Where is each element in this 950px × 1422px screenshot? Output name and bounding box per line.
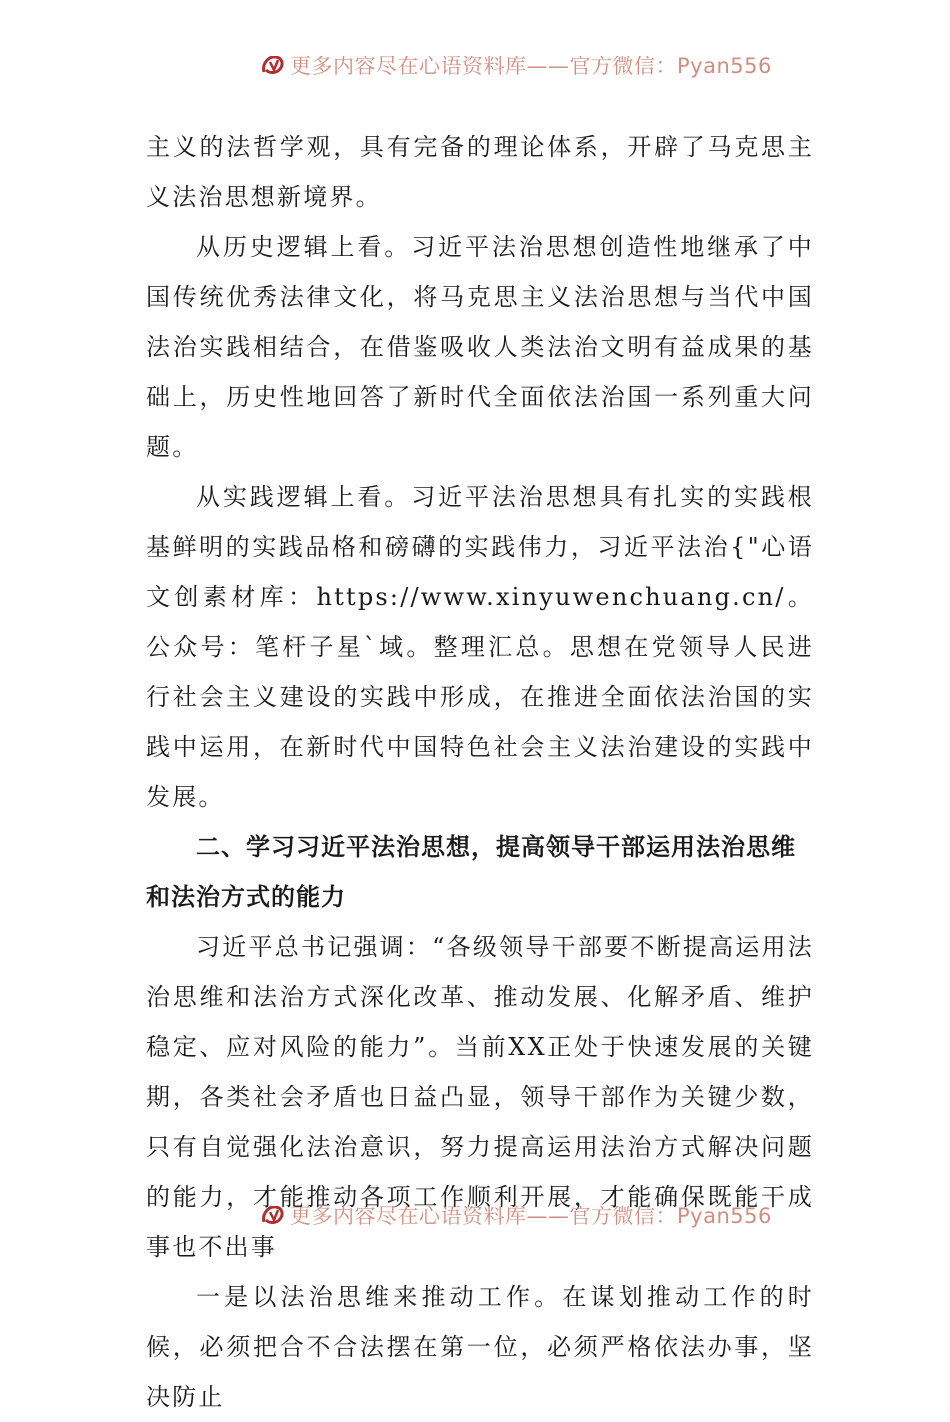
logo-icon <box>260 1206 286 1228</box>
paragraph-practice: 从实践逻辑上看。习近平法治思想具有扎实的实践根基鲜明的实践品格和磅礴的实践伟力，习近平法治{"心语文创素材库：https://www.xinyuwenchuang.cn/。公众号：笔杆子星`域。整理汇总。思想在党领导人民进行社会主义建设的实践中形成，在推进全面依法治国的实践中运用，在新时代中国特色社会主义法治建设的实践中发展。 <box>146 483 814 811</box>
paragraph-quote: 习近平总书记强调：“各级领导干部要不断提高运用法治思维和法治方式深化改革、推动发展、化解矛盾、维护稳定、应对风险的能力”。当前XX正处于快速发展的关键期，各类社会矛盾也日益凸显，领导干部作为关键少数，只有自觉强化法治意识，努力提高运用法治方式解决问题的能力，才能推动各项工作顺利开展，才能确保既能干成事也不出事 <box>146 933 814 1261</box>
logo-icon <box>260 56 286 78</box>
watermark-text: 更多内容尽在心语资料库——官方微信：Pyan556 <box>290 1206 772 1228</box>
footer-watermark <box>0 1206 950 1236</box>
section-heading: 二、学习习近平法治思想，提高领导干部运用法治思维和法治方式的能力 <box>146 833 796 911</box>
watermark-text: 更多内容尽在心语资料库——官方微信：Pyan556 <box>290 56 772 78</box>
header-watermark <box>0 56 950 86</box>
paragraph-point-one: 一是以法治思维来推动工作。在谋划推动工作的时候，必须把合不合法摆在第一位，必须严格依法办事，坚决防止 <box>146 1283 814 1411</box>
paragraph-history: 从历史逻辑上看。习近平法治思想创造性地继承了中国传统优秀法律文化，将马克思主义法治思想与当代中国法治实践相结合，在借鉴吸收人类法治文明有益成果的基础上，历史性地回答了新时代全面依法治国一系列重大问题。 <box>146 233 814 461</box>
paragraph-continuation: 主义的法哲学观，具有完备的理论体系，开辟了马克思主义法治思想新境界。 <box>146 133 814 211</box>
